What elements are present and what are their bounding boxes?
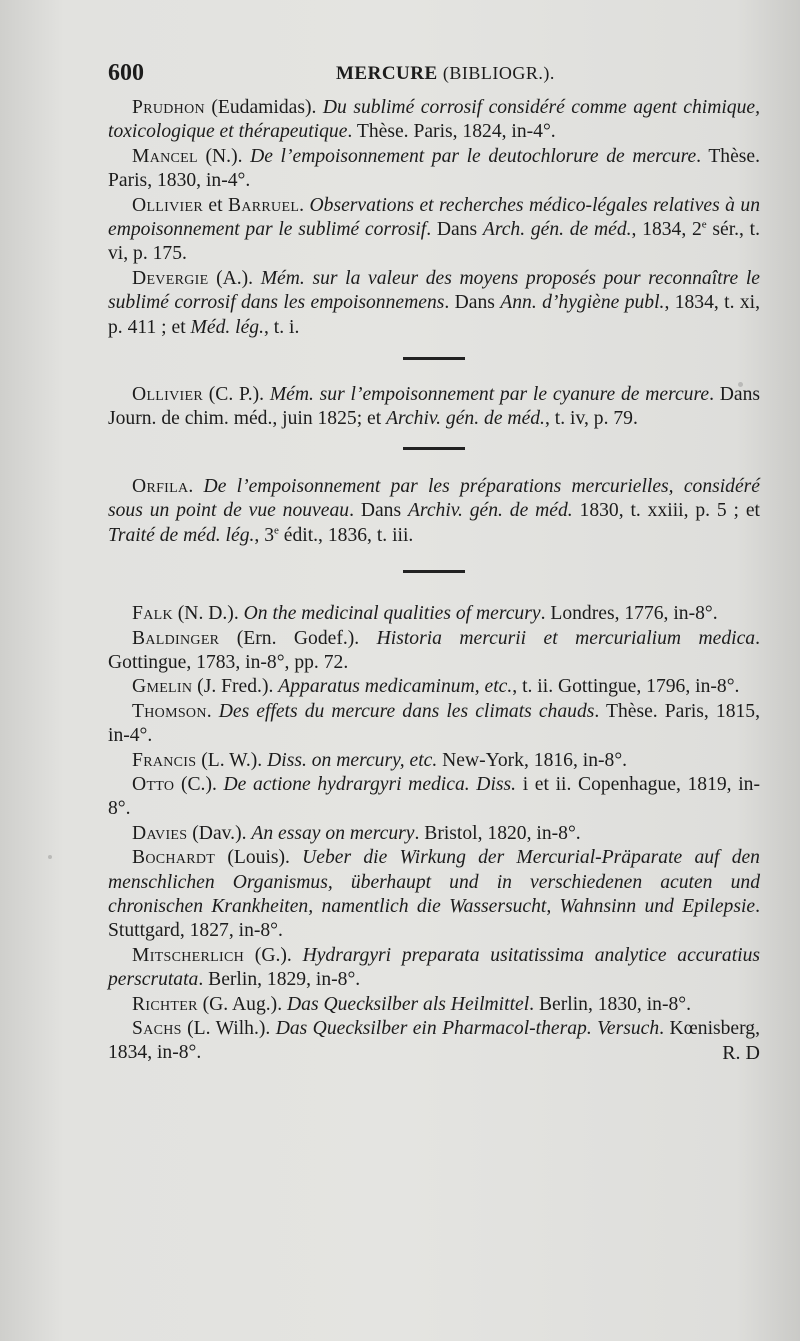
entry-author: Mitscherlich bbox=[132, 944, 245, 966]
entry-journal: Archiv. gén. de méd. bbox=[407, 500, 573, 522]
entry-author: Francis bbox=[132, 749, 197, 771]
last-entry-block bbox=[108, 1017, 760, 1066]
entry-author: Richter bbox=[132, 993, 198, 1015]
entry-title: Hydrargyri preparata usitatissima analytice accuratius perscrutata bbox=[108, 944, 760, 991]
entry-journal-2: Méd. lég. bbox=[190, 316, 264, 338]
author-signature: R. D bbox=[722, 1042, 760, 1065]
running-head-section: (BIBLIOGR.). bbox=[442, 63, 555, 83]
entry-title: An essay on mercury bbox=[251, 822, 415, 844]
entry-author: Prudhon bbox=[132, 97, 205, 118]
entry-title: Mém. sur l’empoisonnement par le cyanure de mercure bbox=[269, 384, 710, 406]
bib-entry: Richter (G. Aug.). Das Quecksilber als Heilmittel. Berlin, 1830, in-8°. bbox=[132, 993, 692, 1015]
bib-entry: Sachs (L. Wilh.). Das Quecksilber ein Pharmacol-therap. Versuch. Kœnisberg, 1834, in-8°. bbox=[108, 1018, 760, 1064]
bibliography bbox=[108, 96, 760, 1066]
bib-entry: Devergie (A.). Mém. sur la valeur des moyens proposés pour reconnaître le sublimé corrosif dans les empoisonnemens. Dans Ann. d’hygiène publ., 1834, t. xi, p. 411 ; et Méd. lég., t. i. bbox=[108, 267, 760, 338]
section-divider bbox=[403, 570, 465, 573]
bib-entry: Prudhon (Eudamidas). Du sublimé corrosif considéré comme agent chimique, toxicologique et thérapeutique. Thèse. Paris, 1824, in-4°. bbox=[108, 97, 760, 143]
entry-title: Das Quecksilber ein Pharmacol-therap. Versuch bbox=[275, 1018, 660, 1039]
entry-journal-2: Traité de méd. lég. bbox=[108, 524, 255, 546]
entry-title: De actione hydrargyri medica. Diss. bbox=[223, 773, 517, 795]
entry-author: Baldinger bbox=[132, 627, 220, 649]
entry-journal: Arch. gén. de méd. bbox=[482, 219, 632, 241]
entry-title: Observations et recherches médico-légales relatives à un empoisonnement par le sublimé corrosif bbox=[108, 194, 761, 241]
bib-entry: Davies (Dav.). An essay on mercury. Bristol, 1820, in-8°. bbox=[132, 822, 581, 844]
bib-entry: Baldinger (Ern. Godef.). Historia mercurii et mercurialium medica. Gottingue, 1783, in-8°, pp. 72. bbox=[108, 627, 760, 673]
page-header bbox=[108, 60, 758, 94]
entry-title: Du sublimé corrosif considéré comme agent chimique, toxicologique et thérapeutique bbox=[108, 97, 760, 143]
entry-title: De l’empoisonnement par les préparations mercurielles, considéré sous un point de vue nouveau bbox=[108, 475, 760, 522]
entry-author: Falk bbox=[132, 603, 173, 625]
entry-title: Historia mercurii et mercurialium medica bbox=[376, 627, 756, 649]
entry-title: Das Quecksilber als Heilmittel bbox=[287, 993, 530, 1015]
bib-entry: Ollivier et Barruel. Observations et recherches médico-légales relatives à un empoisonnement par le sublimé corrosif. Dans Arch. gén. de méd., 1834, 2e sér., t. vi, p. 175. bbox=[108, 194, 761, 265]
bib-entry: Mancel (N.). De l’empoisonnement par le deutochlorure de mercure. Thèse. Paris, 1830, in-4°. bbox=[108, 145, 760, 192]
entry-title: Mém. sur la valeur des moyens proposés pour reconnaître le sublimé corrosif dans les empoisonnemens bbox=[108, 267, 760, 314]
entry-title: Apparatus medicaminum, etc. bbox=[278, 676, 513, 698]
bib-entry: Mitscherlich (G.). Hydrargyri preparata usitatissima analytice accuratius perscrutata. Berlin, 1829, in-8°. bbox=[108, 944, 760, 991]
entry-title: De l’empoisonnement par le deutochlorure de mercure bbox=[250, 145, 697, 167]
bib-entry: Francis (L. W.). Diss. on mercury, etc. New-York, 1816, in-8°. bbox=[132, 749, 628, 771]
bib-entry: Orfila. De l’empoisonnement par les préparations mercurielles, considéré sous un point de vue nouveau. Dans Archiv. gén. de méd. 1830, t. xxiii, p. 5 ; et Traité de méd. lég., 3e édit., 1836, t. iii. bbox=[108, 475, 760, 546]
entry-author: Thomson bbox=[132, 700, 207, 722]
section-divider bbox=[403, 447, 465, 450]
page-number: 600 bbox=[108, 60, 144, 86]
entry-journal: Ann. d’hygiène publ. bbox=[500, 292, 665, 314]
bib-entry: Falk (N. D.). On the medicinal qualities of mercury. Londres, 1776, in-8°. bbox=[132, 603, 718, 625]
bib-entry: Gmelin (J. Fred.). Apparatus medicaminum, etc., t. ii. Gottingue, 1796, in-8°. bbox=[132, 676, 740, 698]
entry-title: Des effets du mercure dans les climats chauds bbox=[218, 700, 595, 722]
entry-title: Diss. on mercury, etc. bbox=[267, 749, 438, 771]
entry-author: Devergie bbox=[132, 267, 209, 289]
bib-entry: Bochardt (Louis). Ueber die Wirkung der Mercurial-Präparate auf den menschlichen Organismus, überhaupt und in verschiedenen acuten und chronischen Krankheiten, namentlich die Wassersucht, Wahnsinn und Epilepsie. Stuttgard, 1827, in-8°. bbox=[108, 847, 760, 942]
entry-journal: Archiv. gén. de méd. bbox=[386, 408, 545, 430]
entry-title: On the medicinal qualities of mercury bbox=[243, 603, 541, 625]
entry-author-2: Barruel bbox=[228, 194, 300, 216]
entry-author: Otto bbox=[132, 773, 175, 795]
paper-spot bbox=[48, 855, 52, 859]
entry-author: Orfila bbox=[132, 475, 189, 497]
entry-author: Mancel bbox=[132, 145, 198, 167]
entry-author: Bochardt bbox=[132, 847, 216, 869]
running-head-title: MERCURE bbox=[336, 63, 438, 84]
section-divider bbox=[403, 357, 465, 360]
bib-entry: Ollivier (C. P.). Mém. sur l’empoisonnement par le cyanure de mercure. Dans Journ. de chim. méd., juin 1825; et Archiv. gén. de méd., t. iv, p. 79. bbox=[108, 384, 760, 430]
entry-author: Ollivier bbox=[132, 194, 203, 216]
entry-title: Ueber die Wirkung der Mercurial-Präparate auf den menschlichen Organismus, überhaupt und in verschiedenen acuten und chronischen Krankheiten, namentlich die Wassersucht, Wahnsinn und Epilepsie bbox=[108, 847, 760, 917]
entry-author: Ollivier bbox=[132, 384, 203, 406]
running-head bbox=[336, 63, 555, 85]
bib-entry: Otto (C.). De actione hydrargyri medica. Diss. i et ii. Copenhague, 1819, in-8°. bbox=[108, 773, 760, 820]
entry-author: Davies bbox=[132, 822, 188, 844]
entry-author: Gmelin bbox=[132, 676, 193, 698]
bib-entry: Thomson. Des effets du mercure dans les climats chauds. Thèse. Paris, 1815, in-4°. bbox=[108, 700, 760, 747]
entry-author: Sachs bbox=[132, 1018, 182, 1039]
